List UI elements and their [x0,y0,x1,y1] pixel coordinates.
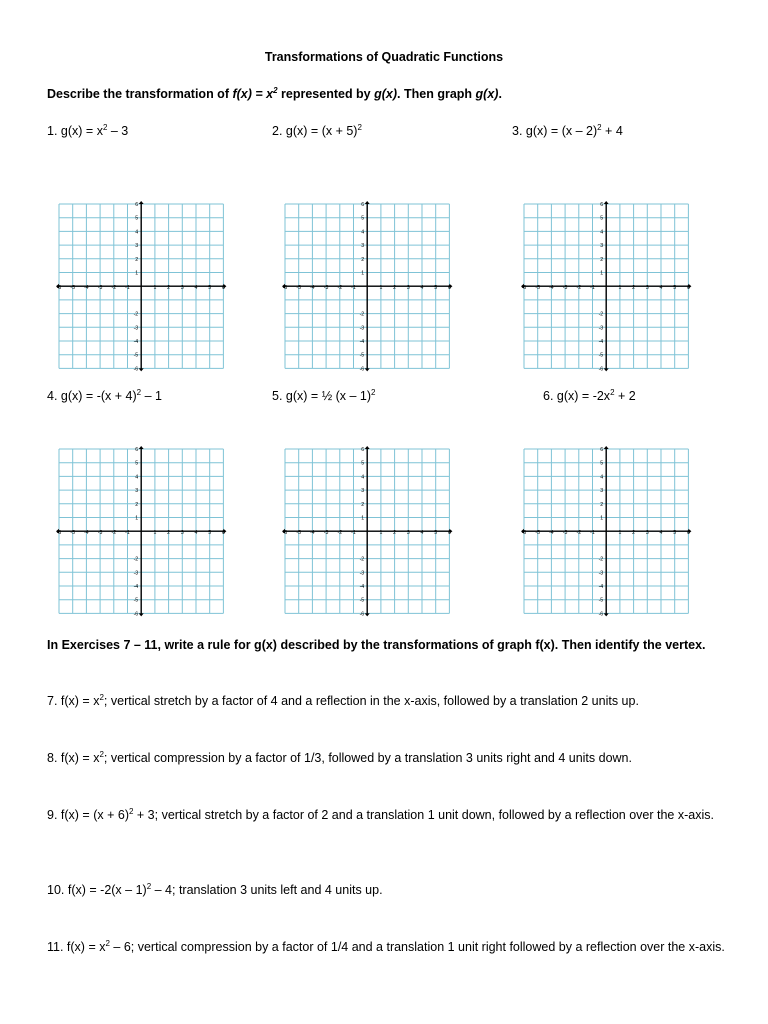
x-tick-label: -2 [337,530,343,537]
y-tick-label: -6 [359,611,365,618]
exercise-text: ; vertical stretch by a factor of 4 and a reflection in the x-axis, followed by a translation 2 units up. [103,694,639,708]
x-tick-label: 4 [194,285,198,292]
coordinate-grid-1[interactable] [55,200,227,372]
y-tick-label: -3 [359,325,365,332]
x-tick-label: 4 [194,530,198,537]
exercise-exponent: 2 [105,938,110,948]
x-tick-label: 2 [393,530,397,537]
x-tick-label: 5 [208,530,212,537]
x-tick-label: -2 [337,285,343,292]
axis-arrow [139,201,144,204]
x-tick-label: -3 [97,285,103,292]
problem-6 [543,389,636,403]
x-tick-label: 6 [447,530,451,537]
problem-exponent: 2 [136,387,142,397]
y-tick-label: -4 [133,338,139,345]
problem-2 [272,124,362,138]
x-tick-label: 5 [208,285,212,292]
x-tick-label: 6 [221,285,225,292]
x-tick-label: -4 [310,285,315,292]
axis-arrow [139,368,144,371]
instructions-text: Describe the transformation of [47,87,233,101]
problem-exponent: 2 [357,122,362,132]
x-tick-label: 3 [406,530,410,537]
x-tick-label: 5 [434,530,438,537]
x-tick-label: -4 [549,285,554,292]
problem-number: 4. [47,389,58,403]
x-tick-label: -4 [310,530,315,537]
exercise-function: f(x) = -2(x – 1) [64,883,147,897]
x-tick-label: 3 [645,285,649,292]
y-tick-label: 4 [600,229,604,236]
exercise-number: 11. [47,940,64,954]
x-tick-label: -5 [535,530,541,537]
problem-exponent: 2 [102,122,108,132]
problem-number: 2. [272,124,283,138]
x-tick-label: -2 [576,530,582,537]
y-tick-label: -3 [598,570,604,577]
exercise-exponent: 2 [99,692,104,702]
y-tick-label: 1 [135,515,139,522]
problem-number: 3. [512,124,523,138]
y-tick-label: 6 [361,446,365,453]
x-tick-label: 5 [673,285,677,292]
x-tick-label: -3 [323,285,329,292]
x-tick-label: -4 [549,530,554,537]
y-tick-label: 4 [361,229,365,236]
exercise-text: – 6; vertical compression by a factor of 1/4 and a translation 1 unit right followed by a reflection over the x-axis. [109,940,725,954]
y-tick-label: 2 [600,501,604,508]
x-tick-label: -3 [562,285,568,292]
x-tick-label: 1 [618,530,622,537]
y-tick-label: -4 [598,583,604,590]
x-tick-label: 4 [420,530,424,537]
y-tick-label: 3 [600,243,604,250]
x-tick-label: 1 [618,285,622,292]
x-tick-label: 3 [406,285,410,292]
x-tick-label: 1 [379,530,383,537]
y-tick-label: 6 [135,201,139,208]
coordinate-grid-2[interactable] [281,200,453,372]
x-tick-label: -2 [111,530,117,537]
y-tick-label: 6 [600,201,604,208]
x-tick-label: -5 [70,530,76,537]
axis-arrow [604,613,609,616]
coordinate-grid-6[interactable] [520,445,692,617]
instructions-text: . [498,87,502,101]
y-tick-label: -3 [598,325,604,332]
instructions-text: represented by [277,87,375,101]
x-tick-label: -3 [562,530,568,537]
section-instructions: In Exercises 7 – 11, write a rule for g(x) described by the transformations of graph f(x). Then identify the vertex. [47,638,706,652]
x-tick-label: -5 [70,285,76,292]
exercise-function: f(x) = x [57,694,100,708]
problem-equation-rest: + 4 [601,124,623,138]
y-tick-label: 6 [361,201,365,208]
y-tick-label: -5 [359,352,365,359]
exercise-10 [47,880,737,900]
grid-svg[interactable] [281,445,453,617]
y-tick-label: 5 [600,215,604,222]
axis-arrow [365,368,370,371]
y-tick-label: -6 [598,611,604,618]
x-tick-label: -2 [576,285,582,292]
y-tick-label: -5 [133,597,139,604]
y-tick-label: -4 [598,338,604,345]
y-tick-label: -6 [133,611,139,618]
problem-equation: g(x) = x [60,124,103,138]
x-tick-label: 1 [379,285,383,292]
instructions-exponent: 2 [273,85,278,95]
y-tick-label: 1 [600,515,604,522]
problem-equation-rest: – 1 [141,389,162,403]
y-tick-label: 3 [135,488,139,495]
coordinate-grid-5[interactable] [281,445,453,617]
grid-svg[interactable] [55,200,227,372]
y-tick-label: -2 [359,556,365,563]
exercise-9 [47,805,737,825]
y-tick-label: 4 [600,474,604,481]
problem-equation: g(x) = -(x + 4) [60,389,137,403]
grid-svg[interactable] [55,445,227,617]
y-tick-label: -5 [359,597,365,604]
x-tick-label: 3 [180,530,184,537]
problem-5 [272,389,375,403]
exercise-7 [47,691,737,711]
x-tick-label: -6 [282,285,288,292]
exercise-function: f(x) = x [63,940,106,954]
y-tick-label: 6 [135,446,139,453]
axis-arrow [365,446,370,449]
y-tick-label: 2 [135,256,139,263]
y-tick-label: -4 [359,583,365,590]
x-tick-label: 1 [153,285,157,292]
y-tick-label: 3 [600,488,604,495]
problem-exponent: 2 [597,122,602,132]
x-tick-label: -6 [56,285,62,292]
x-tick-label: -5 [296,285,302,292]
y-tick-label: 3 [361,488,365,495]
x-tick-label: -1 [351,285,356,292]
exercise-exponent: 2 [128,806,134,816]
coordinate-grid-3[interactable] [520,200,692,372]
instructions-text: . Then graph [397,87,476,101]
y-tick-label: -3 [359,570,365,577]
x-tick-label: 4 [420,285,424,292]
x-tick-label: 5 [434,285,438,292]
exercise-exponent: 2 [146,881,152,891]
x-tick-label: 6 [221,530,225,537]
x-tick-label: 4 [659,530,663,537]
y-tick-label: -4 [359,338,365,345]
y-tick-label: 5 [361,215,365,222]
exercise-text: – 4; translation 3 units left and 4 units up. [151,883,383,897]
y-tick-label: 4 [361,474,365,481]
problem-equation: g(x) = (x + 5) [285,124,358,138]
y-tick-label: -6 [133,366,139,373]
x-tick-label: -1 [351,530,356,537]
y-tick-label: -2 [133,311,139,318]
y-tick-label: 3 [135,243,139,250]
grid-svg[interactable] [520,445,692,617]
x-tick-label: -3 [97,530,103,537]
grid-svg[interactable] [520,200,692,372]
x-tick-label: -5 [296,530,302,537]
problem-equation: g(x) = ½ (x – 1) [285,389,372,403]
problem-number: 5. [272,389,283,403]
y-tick-label: 1 [361,515,365,522]
axis-arrow [604,446,609,449]
x-tick-label: -2 [111,285,117,292]
exercise-8 [47,748,737,768]
x-tick-label: -4 [84,530,89,537]
instructions-f: f(x) = x [232,87,274,101]
instructions [47,87,502,101]
y-tick-label: 4 [135,229,139,236]
y-tick-label: -2 [133,556,139,563]
y-tick-label: 5 [135,460,139,467]
y-tick-label: 1 [135,270,139,277]
x-tick-label: 2 [393,285,397,292]
problem-equation-rest: – 3 [107,124,129,138]
problem-number: 1. [47,124,58,138]
axis-arrow [365,613,370,616]
x-tick-label: -5 [535,285,541,292]
y-tick-label: -5 [598,597,604,604]
problem-exponent: 2 [371,387,376,397]
x-tick-label: 2 [167,530,171,537]
y-tick-label: 5 [135,215,139,222]
y-tick-label: -2 [598,556,604,563]
y-tick-label: -3 [133,570,139,577]
x-tick-label: -3 [323,530,329,537]
exercise-text: + 3; vertical stretch by a factor of 2 and a translation 1 unit down, followed by a reflection over the x-axis. [133,808,714,822]
exercise-number: 10. [47,883,65,897]
exercise-number: 9. [47,808,58,822]
exercise-text: ; vertical compression by a factor of 1/3, followed by a translation 3 units right and 4 units down. [103,751,632,765]
y-tick-label: 2 [361,501,365,508]
exercise-exponent: 2 [99,749,104,759]
y-tick-label: 1 [361,270,365,277]
y-tick-label: -5 [133,352,139,359]
axis-arrow [365,201,370,204]
coordinate-grid-4[interactable] [55,445,227,617]
x-tick-label: 2 [632,530,636,537]
y-tick-label: -3 [133,325,139,332]
axis-arrow [139,446,144,449]
instructions-g: g(x) [475,87,499,101]
grid-svg[interactable] [281,200,453,372]
problem-1 [47,124,128,138]
x-tick-label: -6 [56,530,62,537]
y-tick-label: 1 [600,270,604,277]
y-tick-label: 4 [135,474,139,481]
y-tick-label: 6 [600,446,604,453]
problem-number: 6. [543,389,554,403]
axis-arrow [139,613,144,616]
axis-arrow [604,368,609,371]
x-tick-label: -1 [125,530,130,537]
problem-exponent: 2 [610,387,615,397]
exercise-number: 7. [47,694,58,708]
x-tick-label: -1 [590,530,595,537]
exercise-11 [47,937,737,957]
x-tick-label: -1 [125,285,130,292]
problem-equation: g(x) = -2x [556,389,611,403]
x-tick-label: -6 [521,530,527,537]
problem-4 [47,389,162,403]
y-tick-label: -5 [598,352,604,359]
y-tick-label: -2 [598,311,604,318]
x-tick-label: 5 [673,530,677,537]
x-tick-label: 6 [686,285,690,292]
x-tick-label: 2 [167,285,171,292]
problem-equation-rest: + 2 [614,389,636,403]
axis-arrow [604,201,609,204]
x-tick-label: -1 [590,285,595,292]
problem-3 [512,124,623,138]
y-tick-label: 2 [135,501,139,508]
x-tick-label: 3 [645,530,649,537]
problem-equation: g(x) = (x – 2) [525,124,598,138]
x-tick-label: 6 [686,530,690,537]
exercise-function: f(x) = x [57,751,100,765]
x-tick-label: 6 [447,285,451,292]
x-tick-label: 2 [632,285,636,292]
page-title: Transformations of Quadratic Functions [264,50,504,64]
x-tick-label: -4 [84,285,89,292]
x-tick-label: 4 [659,285,663,292]
x-tick-label: -6 [521,285,527,292]
instructions-g: g(x) [374,87,398,101]
y-tick-label: 5 [600,460,604,467]
y-tick-label: -6 [598,366,604,373]
y-tick-label: -4 [133,583,139,590]
y-tick-label: -2 [359,311,365,318]
exercise-function: f(x) = (x + 6) [57,808,129,822]
y-tick-label: 2 [600,256,604,263]
exercise-number: 8. [47,751,58,765]
x-tick-label: 3 [180,285,184,292]
x-tick-label: 1 [153,530,157,537]
x-tick-label: -6 [282,530,288,537]
y-tick-label: 2 [361,256,365,263]
y-tick-label: 5 [361,460,365,467]
y-tick-label: -6 [359,366,365,373]
y-tick-label: 3 [361,243,365,250]
